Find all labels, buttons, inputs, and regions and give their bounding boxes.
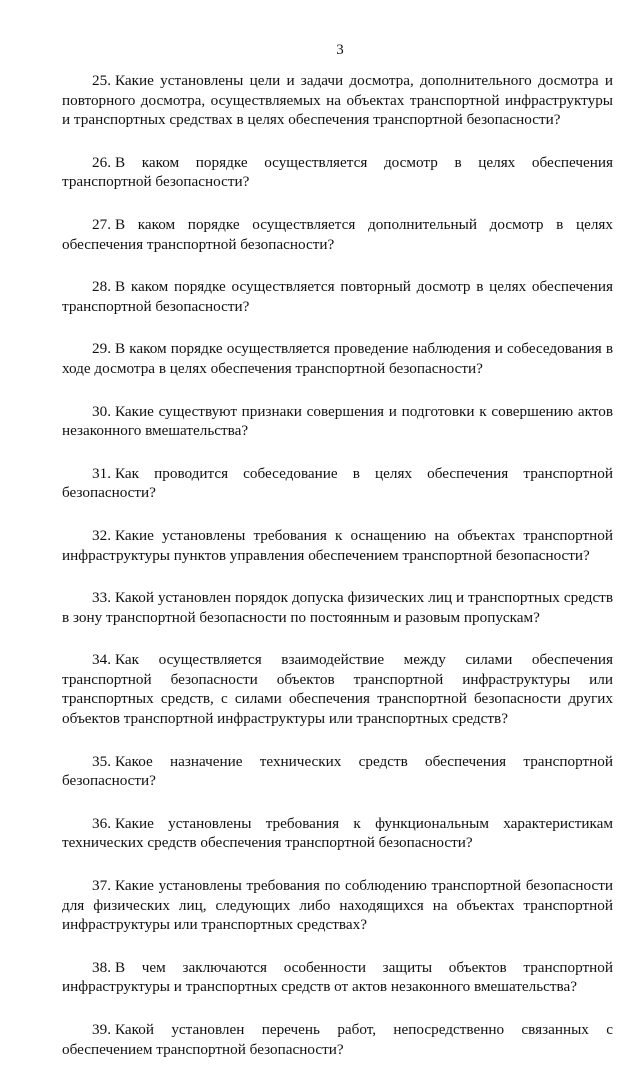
question-item <box>62 402 613 441</box>
question-number: 27. <box>92 215 111 233</box>
question-text: Какие установлены требования к оснащению на объектах транспортной инфраструктуры пунктов управления обеспечением транспортной безопасности? <box>62 526 613 564</box>
question-item <box>62 752 613 791</box>
question-item <box>62 876 613 935</box>
question-item <box>62 215 613 254</box>
question-item <box>62 814 613 853</box>
question-item <box>62 153 613 192</box>
question-item <box>62 277 613 316</box>
question-text: Какие установлены требования к функциональным характеристикам технических средств обеспечения транспортной безопасности? <box>62 814 613 852</box>
question-number: 26. <box>92 153 111 171</box>
question-text: Как осуществляется взаимодействие между силами обеспечения транспортной безопасности объектов транспортной инфраструктуры или транспортных средств, с силами обеспечения транспортной безопасности других объектов транспортной инфраструктуры или транспортных средств? <box>62 651 613 728</box>
question-number: 25. <box>92 72 111 89</box>
question-number: 36. <box>92 814 111 832</box>
question-text: Какой установлен порядок допуска физических лиц и транспортных средств в зону транспортной безопасности по постоянным и разовым пропускам? <box>62 589 613 626</box>
question-text: Как проводится собеседование в целях обеспечения транспортной безопасности? <box>62 464 613 502</box>
question-item <box>62 71 613 130</box>
question-item <box>62 464 613 503</box>
question-text: В каком порядке осуществляется проведение наблюдения и собеседования в ходе досмотра в целях обеспечения транспортной безопасности? <box>62 340 613 377</box>
question-item <box>62 650 613 728</box>
question-item <box>62 339 613 378</box>
page-number: 3 <box>336 42 344 58</box>
question-number: 38. <box>92 958 111 976</box>
question-item <box>62 588 613 627</box>
question-item <box>62 958 613 997</box>
question-text: В чем заключаются особенности защиты объектов транспортной инфраструктуры и транспортных средств от актов незаконного вмешательства? <box>62 958 613 996</box>
question-number: 28. <box>92 278 111 296</box>
question-number: 37. <box>92 877 111 895</box>
question-text: Какие существуют признаки совершения и подготовки к совершению актов незаконного вмешательства? <box>62 402 613 440</box>
question-number: 31. <box>92 464 111 482</box>
question-text: Какое назначение технических средств обеспечения транспортной безопасности? <box>62 752 613 790</box>
question-list <box>62 71 613 1082</box>
question-text: Какой установлен перечень работ, непосредственно связанных с обеспечением транспортной безопасности? <box>62 1021 613 1058</box>
question-text: Какие установлены требования по соблюдению транспортной безопасности для физических лиц, следующих либо находящихся на объектах транспортной инфраструктуры или транспортных средствах? <box>62 877 613 934</box>
question-number: 34. <box>92 651 111 669</box>
question-text: Какие установлены цели и задачи досмотра, дополнительного досмотра и повторного досмотра, осуществляемых на объектах транспортной инфраструктуры и транспортных средствах в целях обеспечения транспортной безопасности? <box>62 72 613 129</box>
question-text: В каком порядке осуществляется повторный досмотр в целях обеспечения транспортной безопасности? <box>62 278 613 315</box>
question-item <box>62 526 613 565</box>
question-text: В каком порядке осуществляется досмотр в целях обеспечения транспортной безопасности? <box>62 153 613 191</box>
question-number: 39. <box>92 1021 111 1038</box>
question-number: 35. <box>92 752 111 770</box>
question-item <box>62 1020 613 1059</box>
question-number: 29. <box>92 340 111 358</box>
question-text: В каком порядке осуществляется дополнительный досмотр в целях обеспечения транспортной безопасности? <box>62 215 613 253</box>
question-number: 33. <box>92 589 111 607</box>
question-number: 32. <box>92 526 111 544</box>
question-number: 30. <box>92 402 111 420</box>
